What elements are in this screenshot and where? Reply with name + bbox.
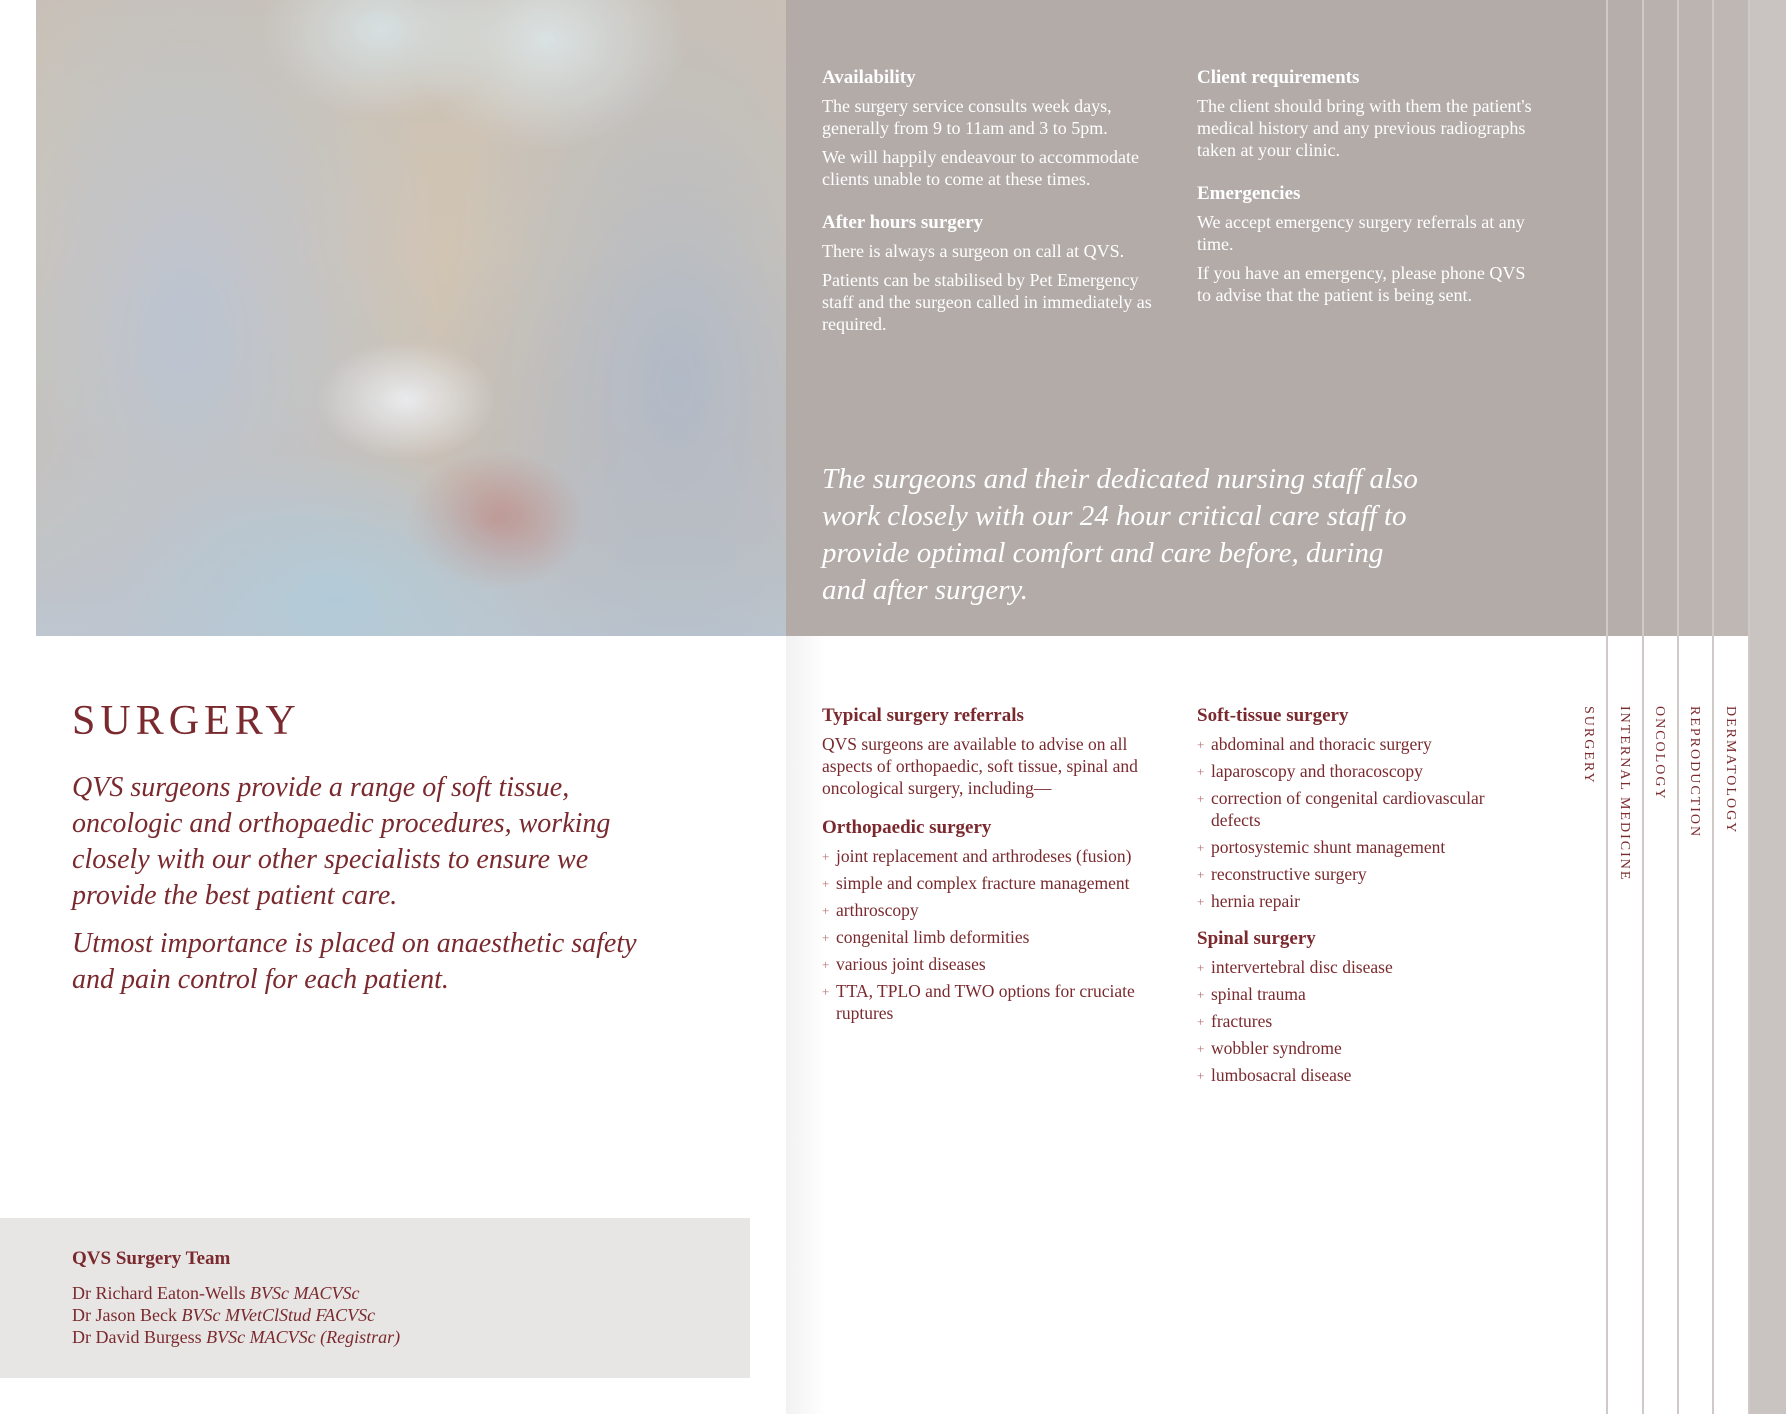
- tab-internal-medicine[interactable]: INTERNAL MEDICINE: [1617, 706, 1632, 882]
- availability-heading: Availability: [822, 67, 916, 88]
- emergencies-text-2: If you have an emergency, please phone QVS to advise that the patient is being sent.: [1197, 263, 1526, 305]
- plus-icon: +: [1197, 867, 1205, 882]
- tab-divider: [1606, 0, 1608, 1414]
- list-item: [1197, 956, 1497, 978]
- plus-icon: +: [822, 903, 830, 918]
- plus-icon: +: [1197, 791, 1205, 806]
- list-item-text: intervertebral disc disease: [1211, 957, 1393, 977]
- right-edge-strip: [1750, 0, 1786, 1414]
- plus-icon: +: [822, 984, 830, 999]
- team-members: [72, 1282, 400, 1348]
- list-item-text: TTA, TPLO and TWO options for cruciate ruptures: [836, 981, 1135, 1023]
- orthopaedic-heading: Orthopaedic surgery: [822, 817, 992, 838]
- list-item: [822, 899, 1167, 921]
- member-name: Dr Richard Eaton-Wells: [72, 1283, 246, 1303]
- list-item: [1197, 1064, 1497, 1086]
- list-item: [822, 980, 1167, 1024]
- pull-quote: The surgeons and their dedicated nursing staff also work closely with our 24 hour critical care staff to provide optimal comfort and care before, during and after surgery.: [822, 463, 1418, 606]
- availability-text-1: The surgery service consults week days, generally from 9 to 11am and 3 to 5pm.: [822, 96, 1112, 138]
- team-heading: QVS Surgery Team: [72, 1248, 231, 1269]
- list-item-text: lumbosacral disease: [1211, 1065, 1352, 1085]
- availability-text-2: We will happily endeavour to accommodate clients unable to come at these times.: [822, 147, 1139, 189]
- soft-tissue-heading: Soft-tissue surgery: [1197, 705, 1349, 726]
- list-item-text: laparoscopy and thoracoscopy: [1211, 761, 1423, 781]
- plus-icon: +: [1197, 764, 1205, 779]
- plus-icon: +: [1197, 960, 1205, 975]
- list-item: [1197, 983, 1497, 1005]
- surgery-photo: [36, 0, 786, 636]
- list-item-text: correction of congenital cardiovascular defects: [1211, 788, 1485, 830]
- member-quals: BVSc MACVSc: [250, 1283, 360, 1303]
- list-item: [1197, 787, 1497, 831]
- plus-icon: +: [1197, 894, 1205, 909]
- list-item-text: spinal trauma: [1211, 984, 1306, 1004]
- list-item-text: various joint diseases: [836, 954, 986, 974]
- typical-referrals-heading: Typical surgery referrals: [822, 705, 1024, 726]
- tab-surgery[interactable]: SURGERY: [1581, 706, 1596, 785]
- list-item-text: congenital limb deformities: [836, 927, 1030, 947]
- plus-icon: +: [1197, 840, 1205, 855]
- tab-reproduction[interactable]: REPRODUCTION: [1687, 706, 1702, 839]
- orthopaedic-list: [822, 845, 1167, 1024]
- client-requirements-heading: Client requirements: [1197, 67, 1360, 88]
- team-member: [72, 1326, 400, 1348]
- page-title: SURGERY: [72, 698, 301, 744]
- list-item: [822, 845, 1167, 867]
- list-item: [1197, 733, 1497, 755]
- list-item: [822, 872, 1167, 894]
- list-item-text: portosystemic shunt management: [1211, 837, 1446, 857]
- list-item-text: wobbler syndrome: [1211, 1038, 1342, 1058]
- spinal-heading: Spinal surgery: [1197, 928, 1316, 949]
- plus-icon: +: [822, 876, 830, 891]
- plus-icon: +: [822, 957, 830, 972]
- client-section: [1197, 67, 1542, 313]
- spinal-list: [1197, 956, 1497, 1086]
- after-hours-heading: After hours surgery: [822, 212, 984, 233]
- list-item: [1197, 836, 1497, 858]
- plus-icon: +: [822, 849, 830, 864]
- tab-internal-medicine-bg: [1608, 0, 1644, 636]
- list-item: [1197, 1037, 1497, 1059]
- list-item-text: abdominal and thoracic surgery: [1211, 734, 1432, 754]
- tab-divider: [1712, 0, 1714, 1414]
- list-item: [1197, 863, 1497, 885]
- list-item-text: fractures: [1211, 1011, 1273, 1031]
- team-box: [0, 1218, 750, 1378]
- intro-text-2: Utmost importance is placed on anaesthetic safety and pain control for each patient.: [72, 928, 637, 995]
- after-hours-text-1: There is always a surgeon on call at QVS.: [822, 241, 1125, 261]
- list-item-text: hernia repair: [1211, 891, 1300, 911]
- member-quals: BVSc MACVSc (Registrar): [206, 1327, 401, 1347]
- team-member: [72, 1304, 400, 1326]
- tab-divider: [1677, 0, 1679, 1414]
- intro-text-1: QVS surgeons provide a range of soft tissue, oncologic and orthopaedic procedures, working closely with our other specialists to ensure we provide the best patient care.: [72, 772, 611, 911]
- tab-reproduction-bg: [1679, 0, 1714, 636]
- list-item: [1197, 1010, 1497, 1032]
- member-name: Dr Jason Beck: [72, 1305, 177, 1325]
- tab-dermatology-bg: [1714, 0, 1750, 636]
- intro: [72, 770, 652, 1010]
- emergencies-text-1: We accept emergency surgery referrals at any time.: [1197, 212, 1525, 254]
- plus-icon: +: [1197, 987, 1205, 1002]
- plus-icon: +: [1197, 1068, 1205, 1083]
- plus-icon: +: [1197, 737, 1205, 752]
- referrals-column: [822, 705, 1167, 1040]
- list-item-text: arthroscopy: [836, 900, 919, 920]
- tab-oncology-bg: [1644, 0, 1679, 636]
- tab-divider: [1642, 0, 1644, 1414]
- client-requirements-text: The client should bring with them the patient's medical history and any previous radiographs taken at your clinic.: [1197, 96, 1532, 160]
- tab-dermatology[interactable]: DERMATOLOGY: [1723, 706, 1738, 835]
- list-item-text: simple and complex fracture management: [836, 873, 1130, 893]
- after-hours-text-2: Patients can be stabilised by Pet Emergency staff and the surgeon called in immediately as required.: [822, 270, 1152, 334]
- plus-icon: +: [1197, 1041, 1205, 1056]
- tab-divider: [1748, 0, 1750, 1414]
- list-item: [822, 953, 1167, 975]
- list-item: [822, 926, 1167, 948]
- list-item-text: reconstructive surgery: [1211, 864, 1367, 884]
- member-quals: BVSc MVetClStud FACVSc: [181, 1305, 376, 1325]
- list-item: [1197, 760, 1497, 782]
- team-member: [72, 1282, 400, 1304]
- typical-referrals-text: QVS surgeons are available to advise on all aspects of orthopaedic, soft tissue, spinal and oncological surgery, including—: [822, 734, 1138, 798]
- plus-icon: +: [1197, 1014, 1205, 1029]
- member-name: Dr David Burgess: [72, 1327, 202, 1347]
- plus-icon: +: [822, 930, 830, 945]
- tab-oncology[interactable]: ONCOLOGY: [1652, 706, 1667, 801]
- availability-section: [822, 67, 1162, 342]
- list-item: [1197, 890, 1497, 912]
- emergencies-heading: Emergencies: [1197, 183, 1301, 204]
- list-item-text: joint replacement and arthrodeses (fusion): [836, 846, 1132, 866]
- soft-tissue-column: [1197, 705, 1497, 1102]
- soft-tissue-list: [1197, 733, 1497, 912]
